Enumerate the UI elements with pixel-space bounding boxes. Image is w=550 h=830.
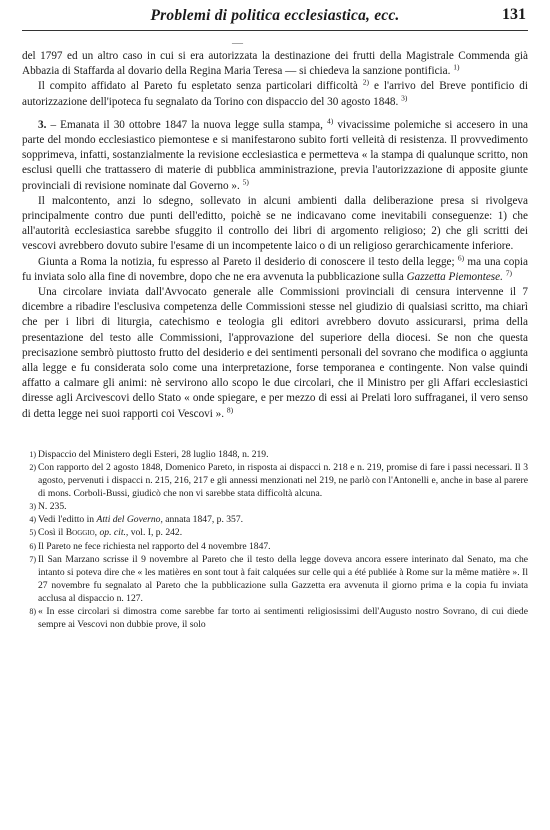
footnote-mark: 2) (29, 462, 36, 472)
footnote-ref: 4) (326, 116, 334, 126)
footnote-1: 1) Dispaccio del Ministero degli Esteri, 28 luglio 1848, n. 219. (22, 448, 528, 461)
running-title: Problemi di politica ecclesiastica, ecc. (150, 7, 400, 24)
footnote-ref: 6) (457, 252, 465, 262)
footnote-5: 5) Così il Boggio, op. cit., vol. I, p. 242. (22, 526, 528, 539)
footnote-mark: 4) (29, 515, 36, 525)
footnote-ref: 2) (362, 77, 370, 87)
footnote-mark: 7) (29, 554, 36, 564)
footnote-ref: 8) (226, 404, 234, 414)
paragraph-6: Una circolare inviata dall'Avvocato generale alle Commissioni provinciali di censura intervenne il 7 dicembre a ribadire l'esclusiva competenza delle Commissioni stesse nel giudizio di qualsiasi scritto, ma chiarì che per i libri di liturgia, catechismo e teologia gli editori avrebbero dovuto assicurarsi, prima della presentazione del testo alle Commissioni, l'approvazione del superiore della diocesi. Se non che questa precisazione sembrò piuttosto frutto del desiderio e dei sentimenti personali del sovrano che modifica o aggiunta alla legge e fu considerata solo come una interpretazione, forse temporanea e contingente. Non valse quindi affatto a calmare gli animi: nè servirono allo scopo le due circolari, che il Ministro per gli Affari ecclesiastici diresse agli Arcivescovi dello Stato « onde spiegare, e per mezzo di essi ai Prelati loro suffraganei, il vero senso di detta legge nei suoi rapporti coi Vescovi ». $^{8)}$ (22, 286, 528, 420)
paragraph-1: del 1797 ed un altro caso in cui si era autorizzata la destinazione dei frutti della Magistrale Commenda già Abbazia di Staffarda al dovario della Regina Maria Teresa — si chiedeva la sanzione pontificia. $^{1)}$ (22, 50, 528, 78)
newspaper-title: Gazzetta Piemontese. (406, 270, 503, 283)
footnote-mark: 8) (29, 607, 36, 616)
page-number: 131 (502, 6, 526, 23)
footnotes (22, 448, 528, 631)
footnote-6: 6) Il Pareto ne fece richiesta nel rapporto del 4 novembre 1847. (22, 540, 528, 553)
footnote-ref: 1) (453, 62, 460, 72)
section-3-paragraph: 3. – Emanata il 30 ottobre 1847 la nuova legge sulla stampa, $^{4)}$ vivacissime polemiche si accesero in una parte del mondo ecclesiastico piemontese e si manifestarono subito forti velleità di resistenza. Il provvedimento sopprimeva, infatti, sostanzialmente la revisione ecclesiastica e permetteva « la stampa di qualunque scritto, non esclusi quelli che trattassero di materie di pubblica amministrazione, previa l'autorizzazione di apposite giunte provinciali di revisione nominate dal Governo ». $^{5)}$ (22, 116, 529, 192)
footnote-3: 3) N. 235. (22, 500, 528, 513)
header-dash-mark: — (232, 37, 243, 49)
footnote-7: 7) Il San Marzano scrisse il 9 novembre al Pareto che il testo della legge doveva ancora essere interinato dal Senato, ma che intanto si poteva dire che « les matières en sont tout à fait calquées sur celle qui a été publiée à Rome sur la même matière ». Il 27 novembre fu segnalato al Pareto che la pubblicazione sulla Gazzetta era avvenuta il giorno prima e la copia fu inviata acclusa al dispaccio n. 127. (22, 553, 528, 605)
footnote-ref: 3) (401, 92, 408, 102)
footnote-8: 8) « In esse circolari si dimostra come sarebbe far torto ai sentimenti religiosissimi dell'Augusto nostro Sovrano, di cui diede sempre ai Vescovi non dubbie prove, il solo (22, 605, 528, 631)
section-number: 3. (38, 118, 47, 131)
main-text (22, 49, 528, 422)
footnote-ref: 7) (505, 268, 512, 278)
footnote-4: 4) Vedi l'editto in Atti del Governo, annata 1847, p. 357. (22, 513, 528, 526)
paragraph-4: Il malcontento, anzi lo sdegno, sollevato in alcuni ambienti dalla deliberazione presa si rivolgeva principalmente contro due punti dell'editto, poichè se ne indicavano come inevitabili conseguenze: 1) che all'autorità ecclesiastica sarebbe sfuggito il controllo dei libri di argomento religioso; 2) che gli scritti dei vescovi avrebbero dovuto subire l'esame di un incompetente laico o di un religioso gerarchicamente inferiore. (22, 194, 528, 253)
footnote-2: 2) Con rapporto del 2 agosto 1848, Domenico Pareto, in risposta ai dispacci n. 218 e n. 219, promise di fare i passi necessari. Il 3 agosto, pervenuti i dispacci n. 215, 216, 217 e gli annessi menzionati nel 219, ne parlò con l'Antonelli e, anche in base al parere di mons. Corboli-Bussi, giudicò che non vi sarebbe stata difficoltà alcuna. (22, 461, 528, 500)
footnote-mark: 1) (29, 449, 36, 459)
footnote-mark: 5) (29, 528, 36, 538)
paragraph-5: Giunta a Roma la notizia, fu espresso al Pareto il desiderio di conoscere il testo della legge; $^{6)}$ ma una copia fu inviata solo alla fine di novembre, dopo che ne era avvenuta la pubblicazione sulla Gazzetta Piemontese. $^{7)}$ (22, 252, 528, 283)
footnote-mark: 6) (29, 541, 36, 551)
footnote-ref: 5) (242, 176, 249, 186)
running-header (22, 0, 528, 31)
footnote-mark: 3) (29, 502, 36, 512)
paragraph-2: Il compito affidato al Pareto fu espletato senza particolari difficoltà $^{2)}$ e l'arrivo del Breve pontificio di autorizzazione dell'ipoteca fu segnalato da Torino con dispaccio del 30 agosto 1848. $^{3)}$ (22, 77, 528, 108)
